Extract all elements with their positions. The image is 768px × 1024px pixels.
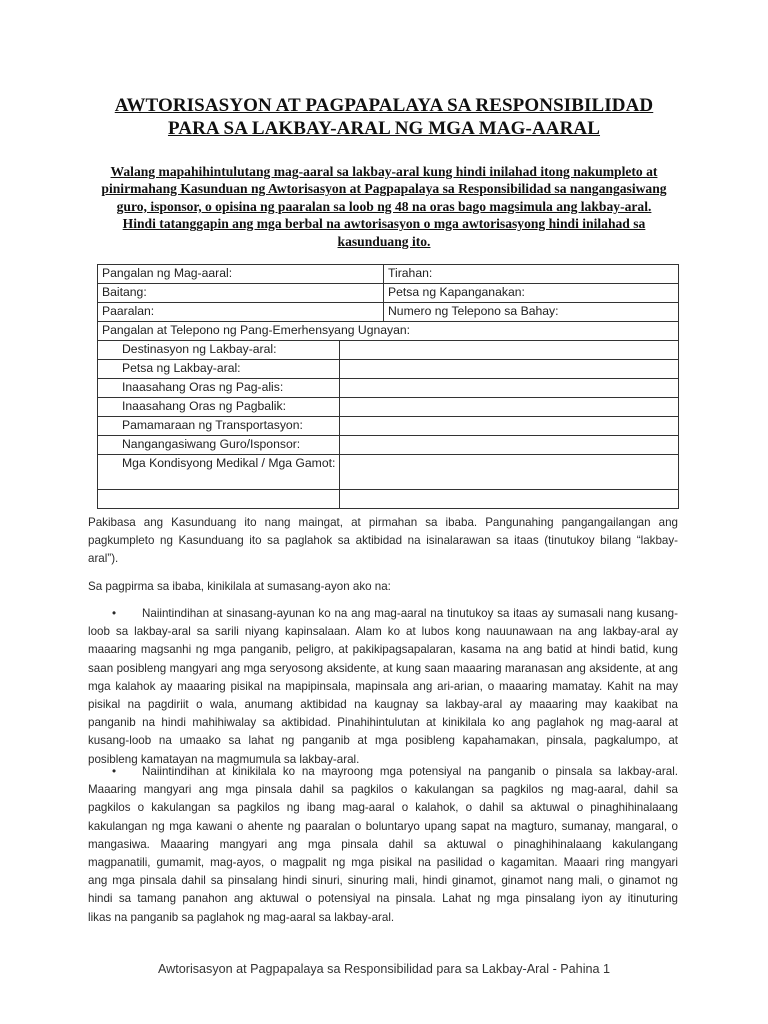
bullet-paragraph-2 — [88, 763, 678, 927]
paragraph-line: panganib na hindi mahihiwalay sa aktibidad. Pinahihintulutan at kinikilala ko ang paglahok ng mag-aaral at — [88, 716, 678, 730]
departure-time-value[interactable] — [340, 379, 679, 398]
paragraph-line: Pakibasa ang Kasunduang ito nang maingat, at pirmahan sa ibaba. Pangunahing pangangailangan ang — [88, 516, 678, 529]
acknowledgement-lead — [88, 578, 678, 596]
paragraph-line: mangasiwa. Maaaring mangyari ang mga pinsala dahil sa aktuwal o pinaghihinalaang kakulangang — [88, 837, 678, 851]
paragraph-line: saan posibleng mangyari ang mga seryosong aksidente, at kung saan maaaring maranasan ang aksidente, at ang — [88, 661, 678, 675]
paragraph-line: pisikal na pagdiriit o wala, anumang aktibidad na kaugnay sa lakbay-aral ay maaaring may kaakibat na — [88, 698, 678, 712]
transportation-label: Pamamaraan ng Transportasyon: — [98, 417, 340, 436]
document-title — [40, 94, 728, 140]
trip-date-label: Petsa ng Lakbay-aral: — [98, 360, 340, 379]
paragraph-line: kakulangan ng mga kawani o ahente ng paaralan o boluntaryo upang sapat na magturo, sumanay, mangaral, o — [88, 819, 678, 833]
notice-paragraph — [60, 163, 708, 250]
return-time-value[interactable] — [340, 398, 679, 417]
paragraph-line: mga kalahok ay maaaring pisikal na mapipinsala, mapinsala ang ari-arian, o maaaring mamatay. Kahit na may — [88, 679, 678, 693]
supervising-teacher-value[interactable] — [340, 436, 679, 455]
paragraph-line: loob sa lakbay-aral sa sarili niyang kapinsalaan. Alam ko at lubos kong nauunawaan na ang lakbay-aral ay — [88, 625, 678, 639]
paragraph-line: pagkumpleto ng Kasunduang ito sa paglahok sa aktibidad na isinalarawan sa itaas (tinutukoy bilang “lakbay- — [88, 534, 678, 548]
title-line-2: PARA SA LAKBAY-ARAL NG MGA MAG-AARAL — [167, 118, 601, 139]
blank-row-cell[interactable] — [98, 490, 340, 509]
paragraph-line: aral”). — [88, 552, 119, 566]
notice-line: kasunduang ito. — [337, 233, 431, 249]
address-field[interactable]: Tirahan: — [384, 265, 679, 284]
notice-line: pinirmahang Kasunduan ng Awtorisasyon at Pagpapalaya sa Responsibilidad sa nangangasiwang — [101, 181, 667, 197]
notice-line: Walang mapahihintulutang mag-aaral sa lakbay-aral kung hindi inilahad itong nakumpleto at — [110, 164, 658, 179]
paragraph-line: maaaring magsanhi ng mga panganib, peligro, at pakikipagsapalaran, kasama na ang batid at hindi batid, kung — [88, 643, 678, 657]
paragraph-line: Sa pagpirma sa ibaba, kinikilala at sumasang-ayon ako na: — [88, 580, 391, 593]
trip-date-value[interactable] — [340, 360, 679, 379]
title-line-1: AWTORISASYON AT PAGPAPALAYA SA RESPONSIBILIDAD — [114, 95, 654, 116]
grade-field[interactable]: Baitang: — [98, 284, 384, 303]
paragraph-line: Maaaring mangyari ang mga pinsala dahil sa pagkilos o kakulangan sa pagkilos ng mag-aaral, dahil sa — [88, 783, 678, 797]
transportation-value[interactable] — [340, 417, 679, 436]
emergency-contact-field[interactable]: Pangalan at Telepono ng Pang-Emerhensyang Ugnayan: — [98, 322, 679, 341]
student-name-field[interactable]: Pangalan ng Mag-aaral: — [98, 265, 384, 284]
bullet-icon: • — [112, 607, 117, 620]
departure-time-label: Inaasahang Oras ng Pag-alis: — [98, 379, 340, 398]
paragraph-line: pagkilos o kakulangan sa pagkilos ng ibang mag-aaral o kalahok, o dahil sa aktuwal o pinaghihinalaang — [88, 801, 678, 815]
medical-conditions-value[interactable] — [340, 455, 679, 490]
home-phone-field[interactable]: Numero ng Telepono sa Bahay: — [384, 303, 679, 322]
page-footer: Awtorisasyon at Pagpapalaya sa Responsibilidad para sa Lakbay-Aral - Pahina 1 — [157, 962, 611, 976]
student-info-form — [97, 264, 679, 509]
return-time-label: Inaasahang Oras ng Pagbalik: — [98, 398, 340, 417]
blank-row-value[interactable] — [340, 490, 679, 509]
paragraph-line: magpanatili, gumamit, mag-ayos, o magpalit ng mga pisikal na pasilidad o kagamitan. Maaari ring mangyari — [88, 856, 678, 870]
medical-conditions-label: Mga Kondisyong Medikal / Mga Gamot: — [98, 455, 340, 490]
paragraph-line: posibleng kamatayan na magmumula sa lakbay-aral. — [88, 752, 360, 766]
trip-destination-label: Destinasyon ng Lakbay-aral: — [98, 341, 340, 360]
paragraph-line: ang mga pinsala dahil sa pinsalang hindi sinuri, sinuring mali, hindi ginamot, ginamot nang mali, o ginamot ng — [88, 874, 678, 888]
paragraph-line: hindi sa tamang panahon ang aktuwal o potensiyal na pinsala. Lahat ng mga pinsalang iyon ay itinuturing — [88, 892, 678, 906]
paragraph-line: Naiintindihan at sinasang-ayunan ko na ang mag-aaral na tinutukoy sa itaas ay sumasali nang kusang- — [142, 607, 678, 620]
birthdate-field[interactable]: Petsa ng Kapanganakan: — [384, 284, 679, 303]
trip-destination-value[interactable] — [340, 341, 679, 360]
bullet-icon: • — [112, 765, 117, 778]
bullet-paragraph-1 — [88, 605, 678, 769]
paragraph-line: Naiintindihan at kinikilala ko na mayroong mga potensiyal na panganib o pinsala sa lakbay-aral. — [142, 765, 678, 778]
supervising-teacher-label: Nangangasiwang Guro/Isponsor: — [98, 436, 340, 455]
notice-line: Hindi tatanggapin ang mga berbal na awtorisasyon o mga awtorisasyong hindi inilahad sa — [122, 216, 646, 232]
paragraph-line: kusang-loob na umaako sa lahat ng panganib at mga posibleng kapahamakan, pinsala, pagkalumpo, at — [88, 734, 678, 748]
paragraph-line: likas na panganib sa paglahok ng mag-aaral sa lakbay-aral. — [88, 910, 395, 924]
intro-paragraph — [88, 514, 678, 569]
notice-line: guro, isponsor, o opisina ng paaralan sa loob ng 48 na oras bago magsimula ang lakbay-aral. — [116, 198, 652, 214]
school-field[interactable]: Paaralan: — [98, 303, 384, 322]
